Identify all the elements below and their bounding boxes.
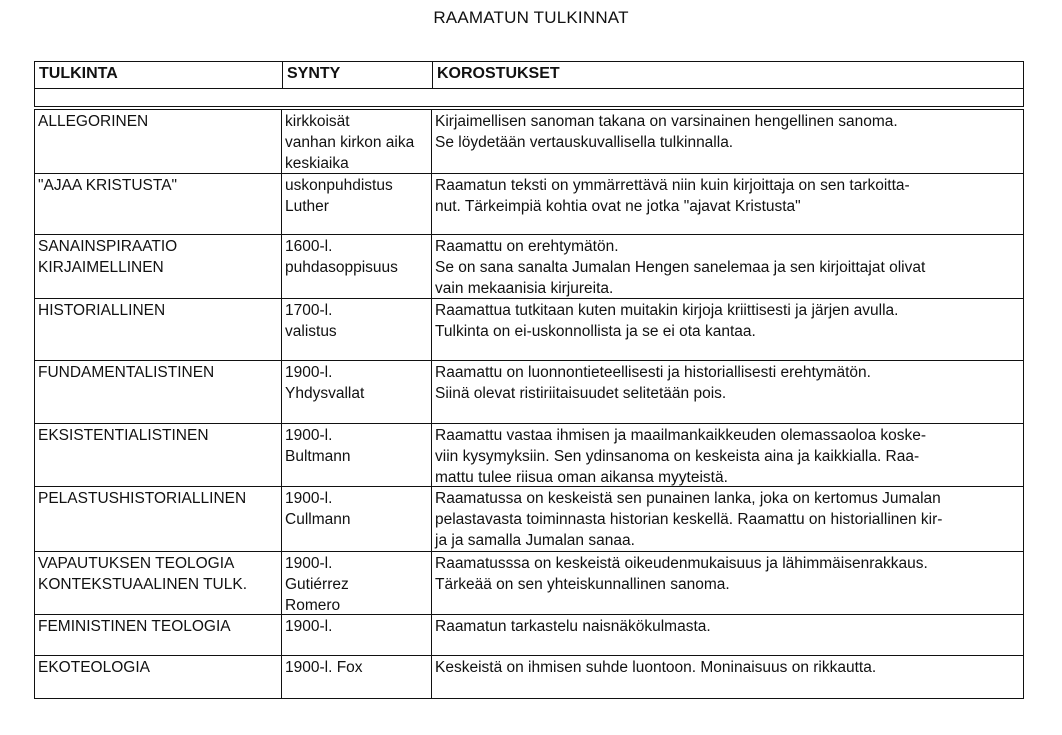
column-header-interpretation: TULKINTA xyxy=(39,65,118,82)
row-emphasis-line: Keskeistä on ihmisen suhde luontoon. Moninaisuus on rikkautta. xyxy=(435,659,877,676)
row-emphasis-line: Raamattu on luonnontieteellisesti ja historiallisesti erehtymätön. xyxy=(435,364,871,381)
row-emphasis-line: Raamatun teksti on ymmärrettävä niin kuin kirjoittaja on sen tarkoitta- xyxy=(435,177,910,194)
row-interpretation-line: VAPAUTUKSEN TEOLOGIA xyxy=(38,555,235,572)
row-emphasis-line: ja ja samalla Jumalan sanaa. xyxy=(435,532,635,549)
row-emphasis-line: Se löydetään vertauskuvallisella tulkinnalla. xyxy=(435,134,734,151)
row-emphasis-line: pelastavasta toiminnasta historian keskellä. Raamattu on historiallinen kir- xyxy=(435,511,943,528)
table-row xyxy=(34,109,1024,173)
row-origin-line: 1900-l. xyxy=(285,618,333,635)
table-bottom-border xyxy=(34,698,1024,699)
row-emphasis-cell xyxy=(431,614,1024,655)
row-interpretation-cell xyxy=(34,298,281,360)
row-emphasis-cell xyxy=(431,655,1024,698)
row-origin-line: puhdasoppisuus xyxy=(285,259,398,276)
row-interpretation-cell xyxy=(34,551,281,614)
table-row xyxy=(34,423,1024,486)
table-row xyxy=(34,486,1024,551)
row-interpretation-line: PELASTUSHISTORIALLINEN xyxy=(38,490,247,507)
row-interpretation-line: FUNDAMENTALISTINEN xyxy=(38,364,215,381)
row-emphasis-cell xyxy=(431,173,1024,234)
row-emphasis-cell xyxy=(431,423,1024,486)
row-interpretation-cell xyxy=(34,109,281,173)
row-interpretation-line: FEMINISTINEN TEOLOGIA xyxy=(38,618,231,635)
row-emphasis-cell xyxy=(431,486,1024,551)
row-origin-line: 1900-l. xyxy=(285,555,333,572)
row-interpretation-line: EKOTEOLOGIA xyxy=(38,659,150,676)
row-origin-line: Yhdysvallat xyxy=(285,385,365,402)
table-row xyxy=(34,298,1024,360)
row-origin-line: 1900-l. Fox xyxy=(285,659,363,676)
row-interpretation-line: EKSISTENTIALISTINEN xyxy=(38,427,209,444)
table-row xyxy=(34,360,1024,423)
row-origin-cell xyxy=(281,109,431,173)
row-origin-cell xyxy=(281,551,431,614)
row-interpretation-cell xyxy=(34,423,281,486)
row-emphasis-line: Tulkinta on ei-uskonnollista ja se ei ota kantaa. xyxy=(435,323,756,340)
row-emphasis-line: Raamatussa on keskeistä sen punainen lanka, joka on kertomus Jumalan xyxy=(435,490,941,507)
row-origin-line: 1900-l. xyxy=(285,364,333,381)
row-origin-line: Bultmann xyxy=(285,448,351,465)
column-header-emphasis: KOROSTUKSET xyxy=(432,62,1025,88)
row-emphasis-line: Raamattu on erehtymätön. xyxy=(435,238,619,255)
header-spacer-row xyxy=(34,89,1024,107)
row-origin-line: 1900-l. xyxy=(285,427,333,444)
row-origin-line: 1700-l. xyxy=(285,302,333,319)
row-emphasis-line: nut. Tärkeimpiä kohtia ovat ne jotka "ajavat Kristusta" xyxy=(435,198,801,215)
row-emphasis-line: Se on sana sanalta Jumalan Hengen sanelemaa ja sen kirjoittajat olivat xyxy=(435,259,926,276)
row-interpretation-line: KIRJAIMELLINEN xyxy=(38,259,164,276)
row-origin-line: Gutiérrez xyxy=(285,576,349,593)
row-origin-line: valistus xyxy=(285,323,337,340)
row-origin-cell xyxy=(281,298,431,360)
row-emphasis-cell xyxy=(431,360,1024,423)
row-origin-cell xyxy=(281,655,431,698)
row-origin-line: 1600-l. xyxy=(285,238,333,255)
row-origin-cell xyxy=(281,360,431,423)
row-emphasis-line: viin kysymyksiin. Sen ydinsanoma on keskeista aina ja kaikkialla. Raa- xyxy=(435,448,920,465)
row-interpretation-cell xyxy=(34,234,281,298)
table-row xyxy=(34,234,1024,298)
row-interpretation-cell xyxy=(34,173,281,234)
row-emphasis-cell xyxy=(431,298,1024,360)
row-emphasis-line: Siinä olevat ristiriitaisuudet selitetään pois. xyxy=(435,385,727,402)
row-emphasis-line: Kirjaimellisen sanoman takana on varsinainen hengellinen sanoma. xyxy=(435,113,898,130)
row-origin-cell xyxy=(281,614,431,655)
row-interpretation-cell xyxy=(34,360,281,423)
row-interpretation-line: KONTEKSTUAALINEN TULK. xyxy=(38,576,248,593)
column-header-origin: SYNTY xyxy=(282,62,432,88)
row-origin-cell xyxy=(281,173,431,234)
row-origin-line: Cullmann xyxy=(285,511,351,528)
row-emphasis-line: Raamatun tarkastelu naisnäkökulmasta. xyxy=(435,618,711,635)
table-row xyxy=(34,655,1024,698)
row-origin-line: Luther xyxy=(285,198,329,215)
row-emphasis-line: mattu tulee riisua oman aikansa myyteistä. xyxy=(435,469,728,486)
row-interpretation-line: SANAINSPIRAATIO xyxy=(38,238,178,255)
row-emphasis-line: Raamattu vastaa ihmisen ja maailmankaikkeuden olemassaoloa koske- xyxy=(435,427,927,444)
row-interpretation-line: HISTORIALLINEN xyxy=(38,302,166,319)
row-emphasis-cell xyxy=(431,234,1024,298)
row-emphasis-cell xyxy=(431,551,1024,614)
row-emphasis-line: vain mekaanisia kirjureita. xyxy=(435,280,614,297)
row-origin-line: keskiaika xyxy=(285,155,349,172)
row-emphasis-line: Tärkeää on sen yhteiskunnallinen sanoma. xyxy=(435,576,730,593)
row-origin-cell xyxy=(281,423,431,486)
row-emphasis-cell xyxy=(431,109,1024,173)
row-interpretation-cell xyxy=(34,486,281,551)
row-emphasis-line: Raamatusssa on keskeistä oikeudenmukaisuus ja lähimmäisenrakkaus. xyxy=(435,555,928,572)
table-row xyxy=(34,551,1024,614)
table-header xyxy=(34,61,1024,89)
table-row xyxy=(34,614,1024,655)
row-origin-line: Romero xyxy=(285,597,341,614)
table-row xyxy=(34,173,1024,234)
row-interpretation-line: "AJAA KRISTUSTA" xyxy=(38,177,178,194)
row-interpretation-cell xyxy=(34,655,281,698)
row-origin-line: uskonpuhdistus xyxy=(285,177,393,194)
document-title: RAAMATUN TULKINNAT xyxy=(433,8,629,27)
row-interpretation-cell xyxy=(34,614,281,655)
row-origin-cell xyxy=(281,234,431,298)
row-emphasis-line: Raamattua tutkitaan kuten muitakin kirjoja kriittisesti ja järjen avulla. xyxy=(435,302,899,319)
row-origin-line: 1900-l. xyxy=(285,490,333,507)
row-origin-line: vanhan kirkon aika xyxy=(285,134,415,151)
row-origin-line: kirkkoisät xyxy=(285,113,350,130)
row-origin-cell xyxy=(281,486,431,551)
row-interpretation-line: ALLEGORINEN xyxy=(38,113,149,130)
